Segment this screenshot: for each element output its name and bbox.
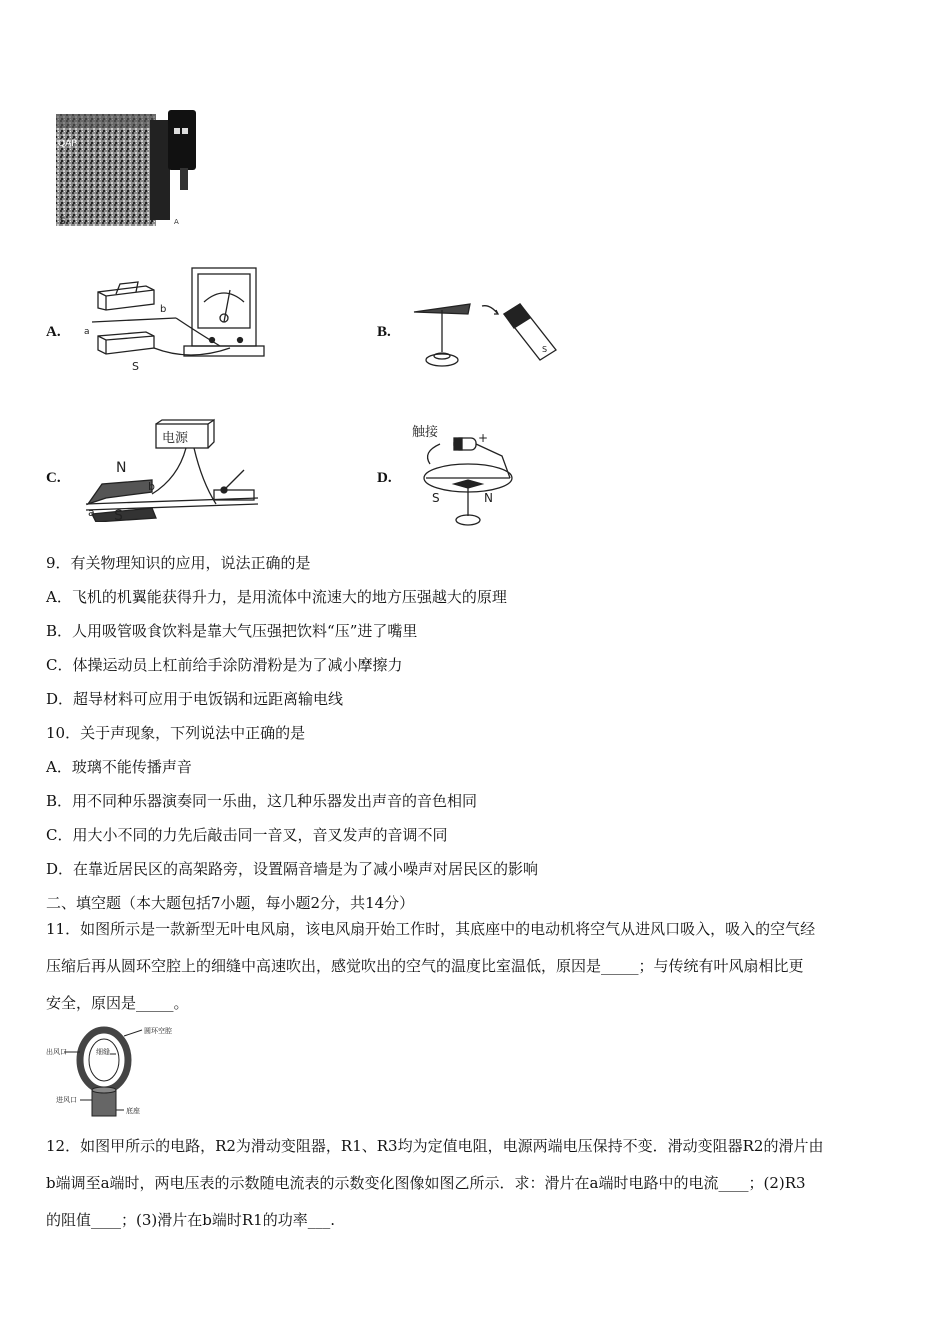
section2-heading: 二、填空题（本大题包括7小题，每小题2分，共14分）	[46, 894, 415, 912]
q9-option-a: A．飞机的机翼能获得升力，是用流体中流速大的地方压强越大的原理	[46, 588, 507, 606]
q9-option-c: C．体操运动员上杠前给手涂防滑粉是为了减小摩擦力	[46, 656, 403, 674]
svg-text:QAP: QAP	[58, 139, 77, 149]
q10-option-c: C．用大小不同的力先后敲击同一音叉，音叉发声的音调不同	[46, 826, 448, 844]
svg-text:+: +	[478, 431, 489, 445]
figure-b-compass-and-bar	[408, 290, 568, 374]
svg-text:S: S	[542, 345, 548, 354]
figure-c-power-label: 电源	[162, 431, 189, 446]
q9-option-b: B．人用吸管吸食饮料是靠大气压强把饮料“压”进了嘴里	[46, 622, 418, 640]
figure-d-oersted-setup	[410, 416, 526, 528]
figure-a-s-label: S	[132, 360, 139, 373]
q10-option-a: A．玻璃不能传播声音	[46, 758, 192, 776]
figure-a-label: A.	[46, 324, 61, 340]
q9-stem: 9．有关物理知识的应用，说法正确的是	[46, 554, 311, 572]
q11-line1: 11．如图所示是一款新型无叶电风扇，该电风扇开始工作时，其底座中的电动机将空气从进风口吸入，吸入的空气经	[46, 920, 816, 938]
figure-c-n-label: N	[116, 460, 127, 476]
figure-c-motor-circuit	[82, 418, 272, 522]
svg-text:a: a	[84, 327, 90, 337]
fan-label-slot: 细缝	[96, 1048, 110, 1056]
fan-label-outlet: 出风口	[46, 1048, 67, 1056]
figure-b-label: B.	[377, 324, 391, 340]
q9-option-d: D．超导材料可应用于电饭锅和远距离输电线	[46, 690, 344, 708]
top-photo	[54, 108, 204, 230]
q11-line3: 安全，原因是_____。	[46, 994, 189, 1012]
q10-option-d: D．在靠近居民区的高架路旁，设置隔音墙是为了减小噪声对居民区的影响	[46, 860, 539, 878]
svg-text:A: A	[174, 218, 179, 226]
fan-label-ring: 圆环空腔	[144, 1027, 172, 1035]
bladeless-fan-figure	[44, 1024, 204, 1120]
svg-text:S: S	[60, 217, 66, 227]
figure-a-galvanometer-setup	[80, 262, 270, 374]
q12-line1: 12．如图甲所示的电路，R2为滑动变阻器，R1、R3均为定值电阻，电源两端电压保持不变．滑动变阻器R2的滑片由	[46, 1137, 824, 1155]
figure-d-touch-label: 触接	[412, 425, 439, 440]
svg-text:b: b	[160, 304, 167, 315]
q12-line2: b端调至a端时，两电压表的示数随电流表的示数变化图像如图乙所示．求：滑片在a端时电路中的电流____；(2)R3	[46, 1174, 806, 1192]
fan-label-inlet: 进风口	[56, 1096, 77, 1104]
figure-d-s-label: S	[432, 491, 440, 505]
q10-option-b: B．用不同种乐器演奏同一乐曲，这几种乐器发出声音的音色相同	[46, 792, 478, 810]
q10-stem: 10．关于声现象，下列说法中正确的是	[46, 724, 306, 742]
figure-c-a-label: a	[88, 506, 95, 519]
q12-line3: 的阻值____；(3)滑片在b端时R1的功率___.	[46, 1211, 335, 1229]
figure-c-label: C.	[46, 470, 61, 486]
q11-line2: 压缩后再从圆环空腔上的细缝中高速吹出，感觉吹出的空气的温度比室温低，原因是_____；与传统有叶风扇相比更	[46, 957, 804, 975]
fan-label-base: 底座	[126, 1107, 140, 1115]
figure-d-n-label: N	[484, 491, 493, 505]
figure-c-b-label: b	[148, 480, 155, 493]
figure-d-label: D.	[377, 470, 392, 486]
figure-c-s-label: S	[114, 508, 123, 522]
